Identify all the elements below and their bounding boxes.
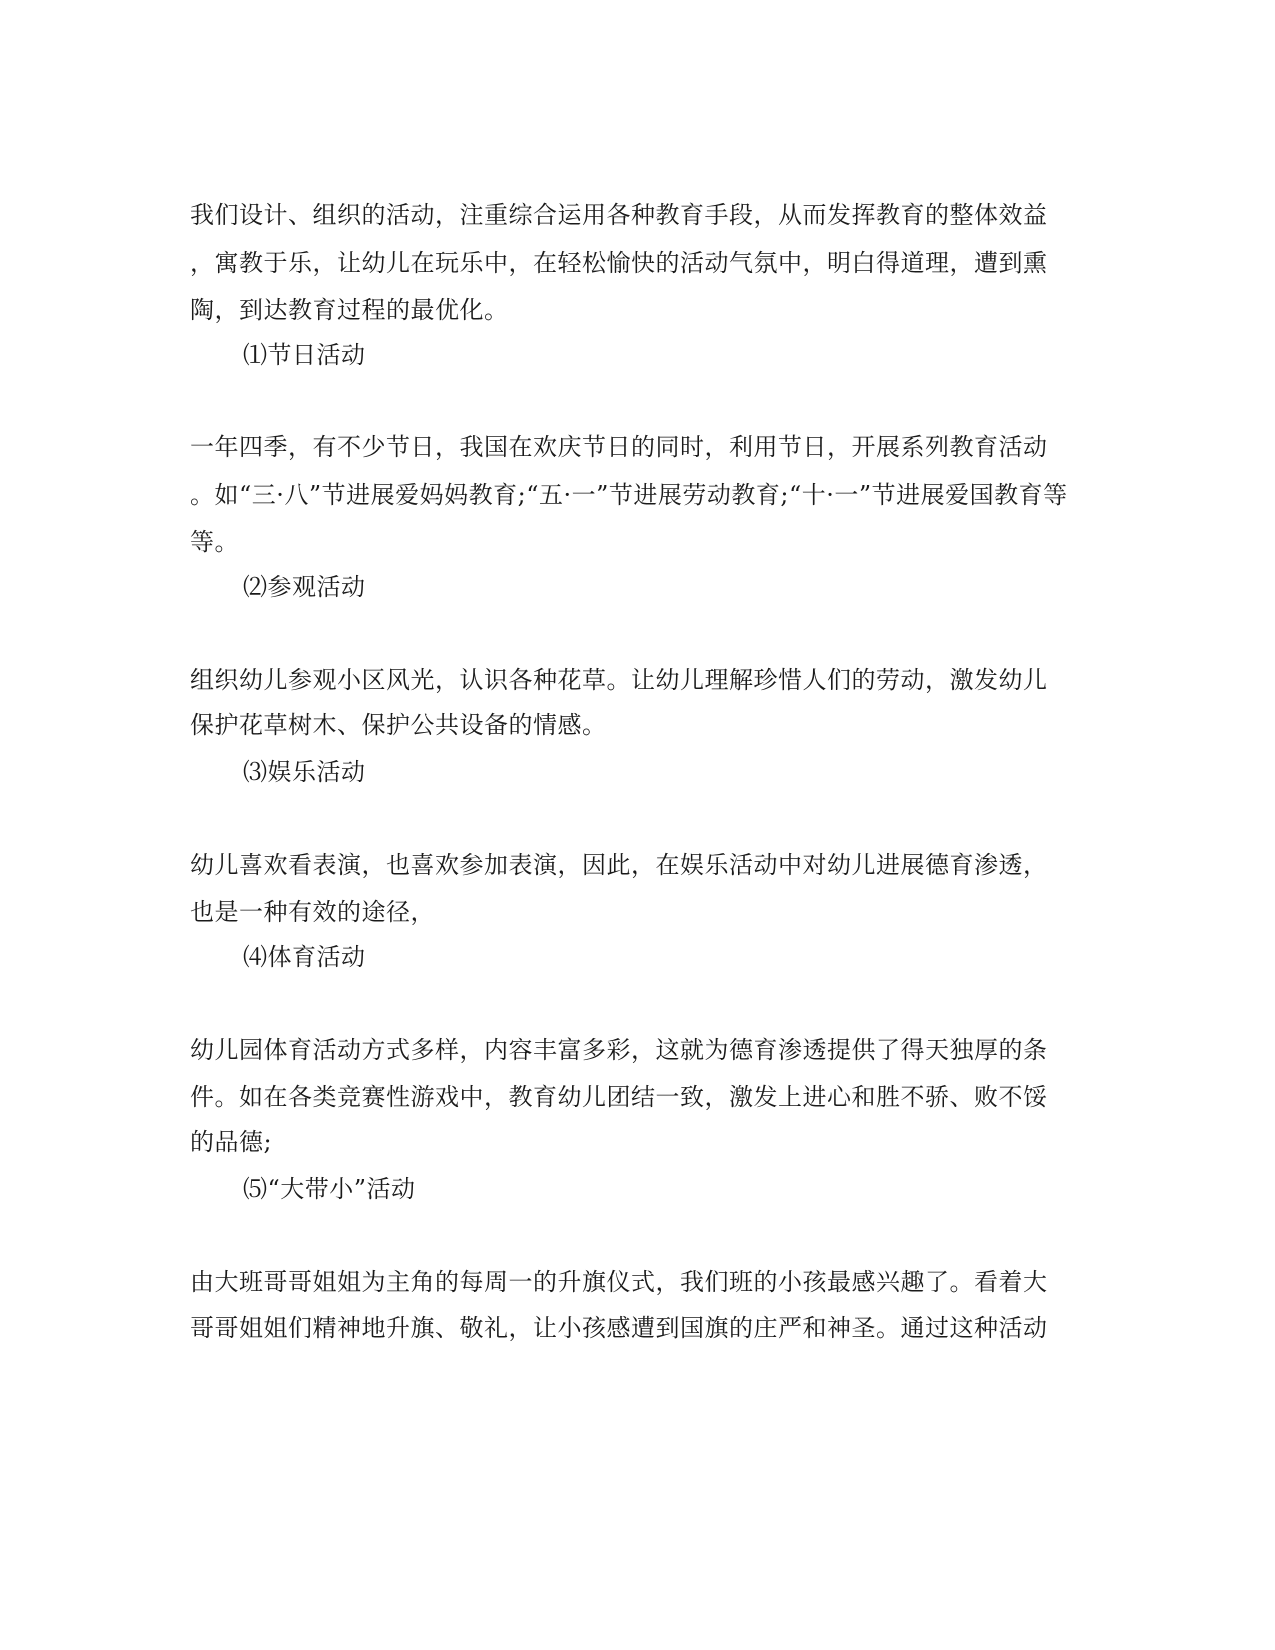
section-heading-entertainment: ⑶娱乐活动 <box>243 758 366 786</box>
paragraph-6-line-2: 哥哥姐姐们精神地升旗、敬礼，让小孩感遭到国旗的庄严和神圣。通过这种活动 <box>190 1314 1048 1342</box>
paragraph-3-line-2: 保护花草树木、保护公共设备的情感。 <box>190 711 607 739</box>
paragraph-1-line-1: 我们设计、组织的活动，注重综合运用各种教育手段，从而发挥教育的整体效益 <box>190 201 1048 229</box>
paragraph-3-line-1: 组织幼儿参观小区风光，认识各种花草。让幼儿理解珍惜人们的劳动，激发幼儿 <box>190 666 1048 694</box>
paragraph-2-line-2: 。如“三·八”节进展爱妈妈教育;“五·一”节进展劳动教育;“十·一”节进展爱国教育等 <box>190 481 1068 509</box>
paragraph-5-line-2: 件。如在各类竞赛性游戏中，教育幼儿团结一致，激发上进心和胜不骄、败不馁 <box>190 1083 1048 1111</box>
paragraph-4-line-2: 也是一种有效的途径， <box>190 898 435 926</box>
section-heading-sports: ⑷体育活动 <box>243 943 366 971</box>
section-heading-big-helps-small: ⑸“大带小”活动 <box>243 1175 416 1203</box>
paragraph-1-line-2: ，寓教于乐，让幼儿在玩乐中，在轻松愉快的活动气氛中，明白得道理，遭到熏 <box>190 249 1048 277</box>
paragraph-6-line-1: 由大班哥哥姐姐为主角的每周一的升旗仪式，我们班的小孩最感兴趣了。看着大 <box>190 1268 1048 1296</box>
paragraph-5-line-3: 的品德; <box>190 1128 273 1156</box>
paragraph-2-line-1: 一年四季，有不少节日，我国在欢庆节日的同时，利用节日，开展系列教育活动 <box>190 433 1048 461</box>
section-heading-holiday: ⑴节日活动 <box>243 341 366 369</box>
section-heading-visit: ⑵参观活动 <box>243 573 366 601</box>
paragraph-5-line-1: 幼儿园体育活动方式多样，内容丰富多彩，这就为德育渗透提供了得天独厚的条 <box>190 1036 1048 1064</box>
paragraph-4-line-1: 幼儿喜欢看表演，也喜欢参加表演，因此，在娱乐活动中对幼儿进展德育渗透， <box>190 851 1048 879</box>
paragraph-2-line-3: 等。 <box>190 528 239 556</box>
paragraph-1-line-3: 陶，到达教育过程的最优化。 <box>190 296 509 324</box>
